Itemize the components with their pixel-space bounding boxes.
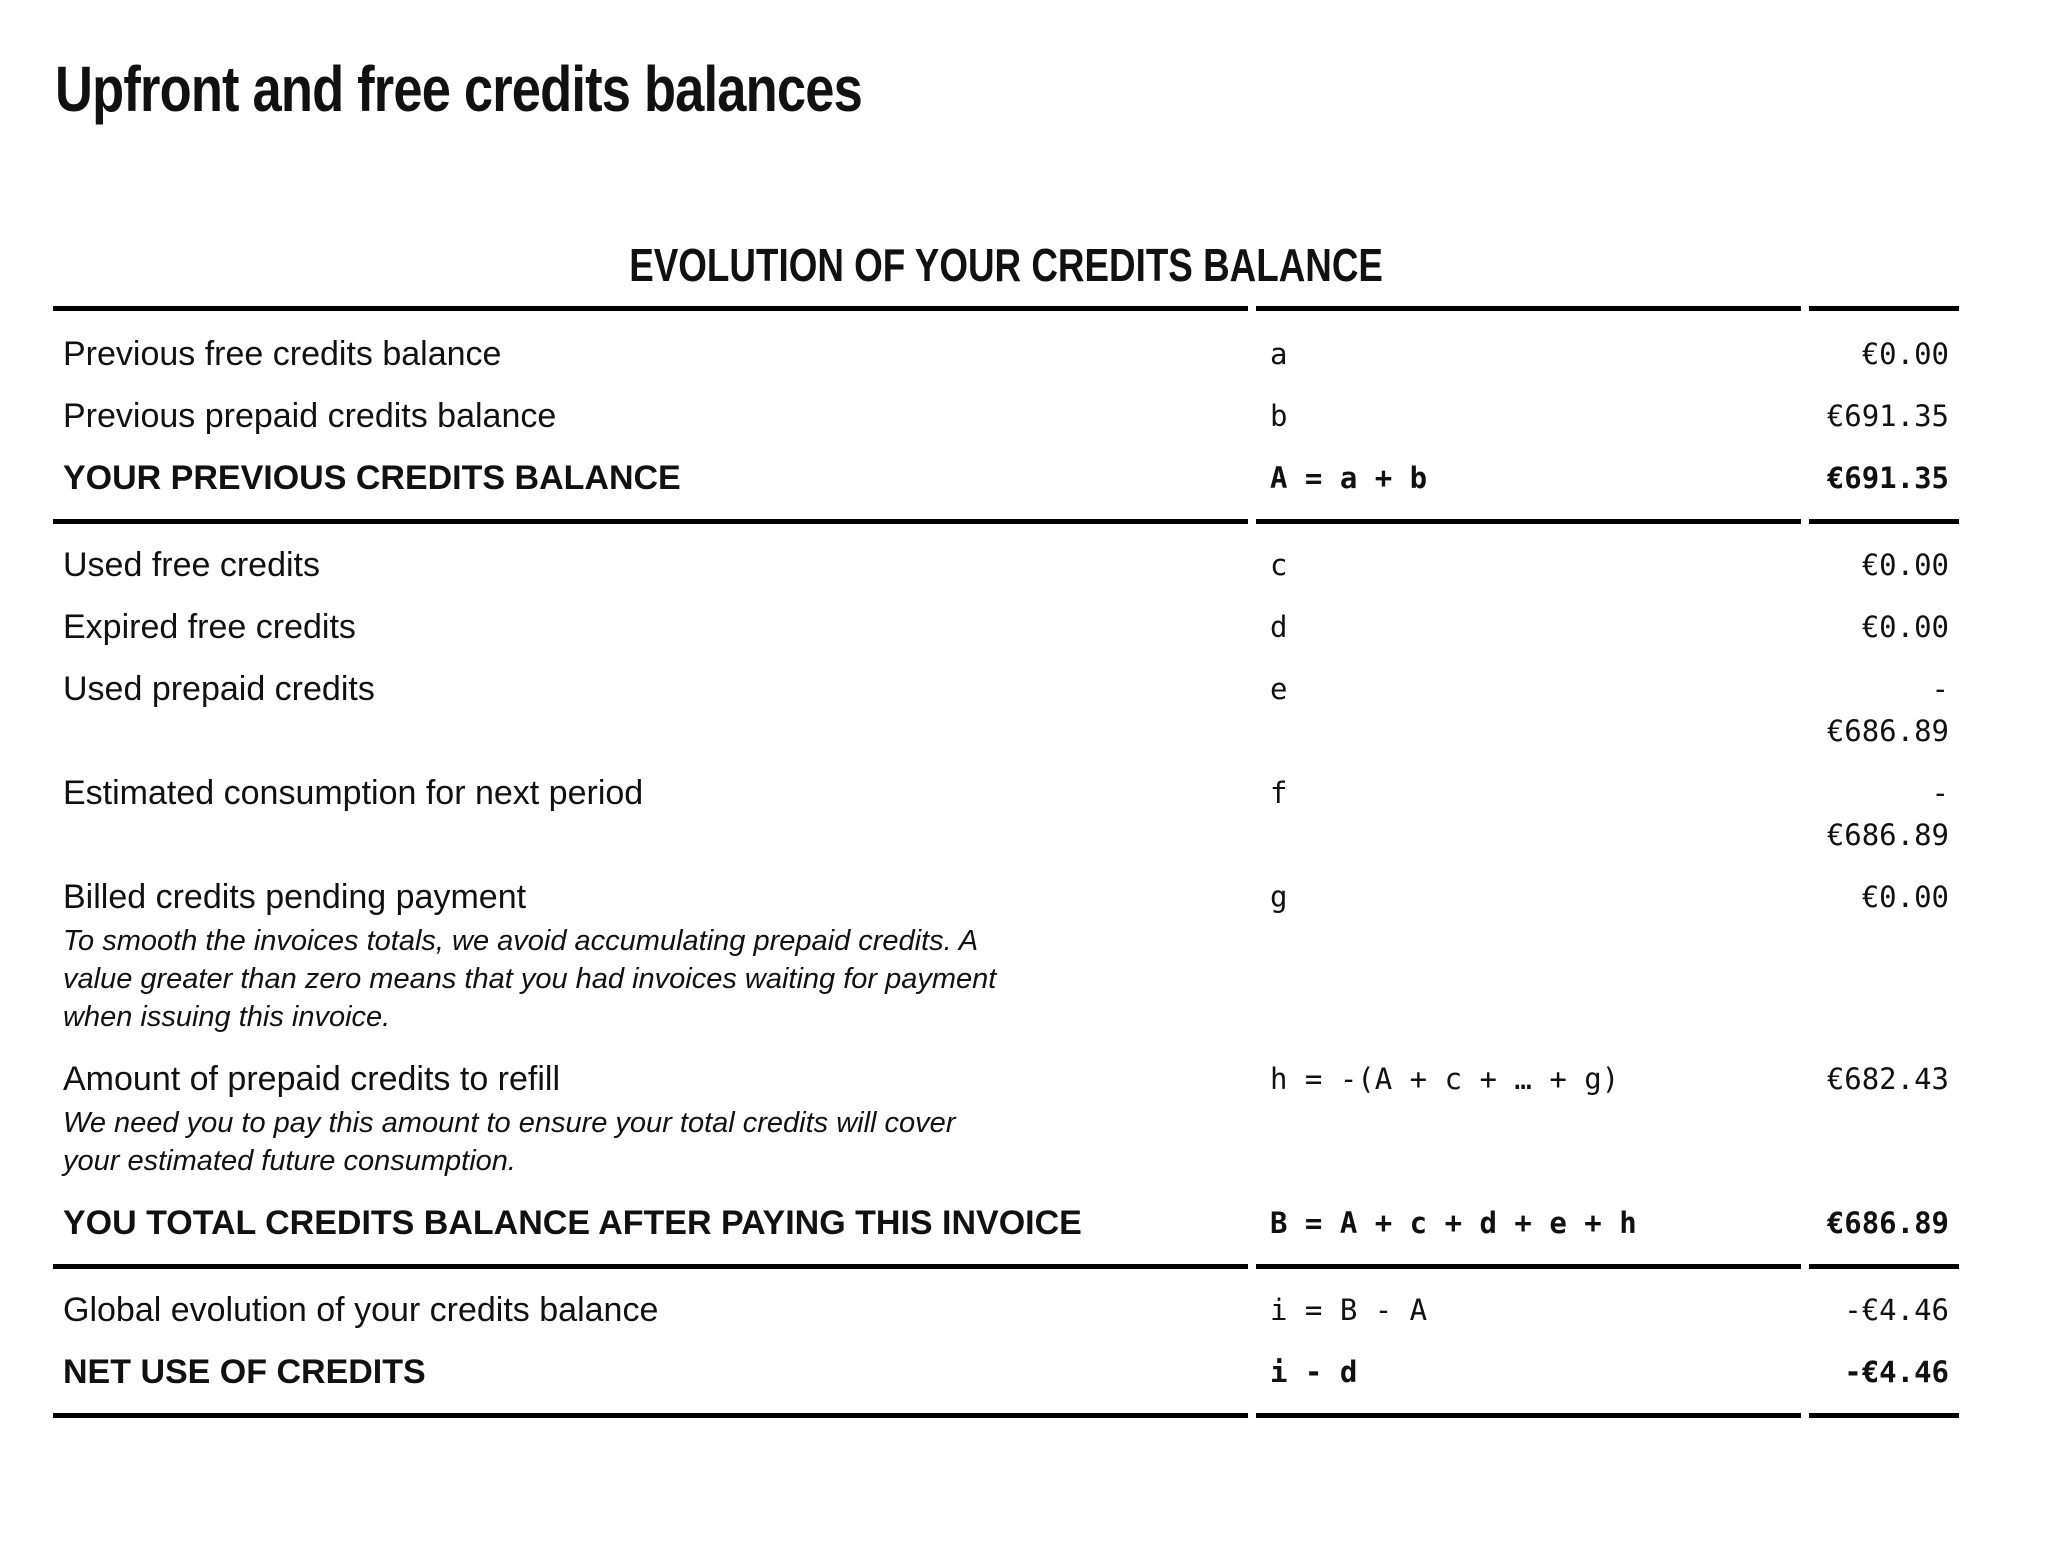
- row-label: [53, 866, 1248, 1048]
- row-expired-free-credits: [53, 596, 1959, 658]
- row-value: [1809, 1269, 1959, 1341]
- row-label: Previous prepaid credits balance: [63, 397, 557, 435]
- row-value: [1809, 1341, 1959, 1418]
- row-formula: f: [1270, 776, 1288, 810]
- row-global-evolution-credits-balance: [53, 1269, 1959, 1341]
- row-label: YOU TOTAL CREDITS BALANCE AFTER PAYING THIS INVOICE: [53, 1192, 1248, 1269]
- row-your-previous-credits-balance: [53, 447, 1959, 524]
- row-total-credits-balance-after-invoice: [53, 1192, 1959, 1269]
- row-previous-free-credits-balance: [53, 306, 1959, 385]
- row-label: Global evolution of your credits balance: [63, 1291, 659, 1329]
- value-line: -: [1931, 672, 1949, 706]
- row-formula: c: [1270, 548, 1288, 582]
- row-formula: i - d: [1256, 1341, 1801, 1418]
- row-label: Estimated consumption for next period: [63, 774, 644, 812]
- row-note: To smooth the invoices totals, we avoid accumulating prepaid credits. A value greater than zero means that you had invoices waiting for payment when issuing this invoice.: [63, 925, 997, 1033]
- value-line: €0.00: [1861, 337, 1949, 371]
- row-formula: B = A + c + d + e + h: [1256, 1192, 1801, 1269]
- row-formula: h = -(A + c + … + g): [1270, 1062, 1620, 1096]
- row-billed-credits-pending-payment: [53, 866, 1959, 1048]
- row-value: [1809, 385, 1959, 447]
- table-caption: [45, 238, 1967, 306]
- row-value: [1809, 1192, 1959, 1269]
- value-line: €686.89: [1826, 714, 1949, 748]
- row-label-text: Amount of prepaid credits to refill: [63, 1060, 561, 1098]
- row-value: [1809, 658, 1959, 762]
- row-label: Expired free credits: [63, 608, 356, 646]
- value-line: €0.00: [1861, 610, 1949, 644]
- row-formula: i = B - A: [1270, 1293, 1428, 1327]
- row-amount-prepaid-credits-to-refill: [53, 1048, 1959, 1192]
- row-used-free-credits: [53, 524, 1959, 596]
- row-formula: d: [1270, 610, 1288, 644]
- row-net-use-of-credits: [53, 1341, 1959, 1418]
- row-previous-prepaid-credits-balance: [53, 385, 1959, 447]
- row-value: [1809, 306, 1959, 385]
- credits-balance-table: [45, 238, 1967, 1418]
- row-formula: e: [1270, 672, 1288, 706]
- row-used-prepaid-credits: [53, 658, 1959, 762]
- table-caption-text: EVOLUTION OF YOUR CREDITS BALANCE: [629, 239, 1383, 291]
- row-label-text: Billed credits pending payment: [63, 878, 527, 916]
- row-formula: b: [1270, 399, 1288, 433]
- row-formula: a: [1256, 306, 1801, 385]
- row-label: Previous free credits balance: [53, 306, 1248, 385]
- row-formula: A = a + b: [1256, 447, 1801, 524]
- value-line: €686.89: [1826, 818, 1949, 852]
- page-title-text: Upfront and free credits balances: [55, 53, 863, 125]
- value-line: €686.89: [1826, 1206, 1949, 1240]
- value-line: -€4.46: [1844, 1293, 1949, 1327]
- page-title: [55, 52, 2048, 126]
- row-value: [1809, 866, 1959, 1048]
- row-note: We need you to pay this amount to ensure your total credits will cover your estimated future consumption.: [63, 1107, 956, 1177]
- row-estimated-consumption-next-period: [53, 762, 1959, 866]
- row-label: Used free credits: [63, 546, 320, 584]
- row-label: YOUR PREVIOUS CREDITS BALANCE: [53, 447, 1248, 524]
- value-line: €691.35: [1826, 461, 1949, 495]
- value-line: -€4.46: [1844, 1355, 1949, 1389]
- row-value: [1809, 596, 1959, 658]
- row-value: [1809, 447, 1959, 524]
- row-value: [1809, 1048, 1959, 1192]
- value-line: €0.00: [1861, 548, 1949, 582]
- value-line: €0.00: [1861, 880, 1949, 914]
- row-label: Used prepaid credits: [63, 670, 375, 708]
- row-label: [53, 1048, 1248, 1192]
- value-line: -: [1931, 776, 1949, 810]
- row-value: [1809, 524, 1959, 596]
- row-value: [1809, 762, 1959, 866]
- value-line: €691.35: [1826, 399, 1949, 433]
- value-line: €682.43: [1826, 1062, 1949, 1096]
- row-formula: g: [1270, 880, 1288, 914]
- row-label: NET USE OF CREDITS: [53, 1341, 1248, 1418]
